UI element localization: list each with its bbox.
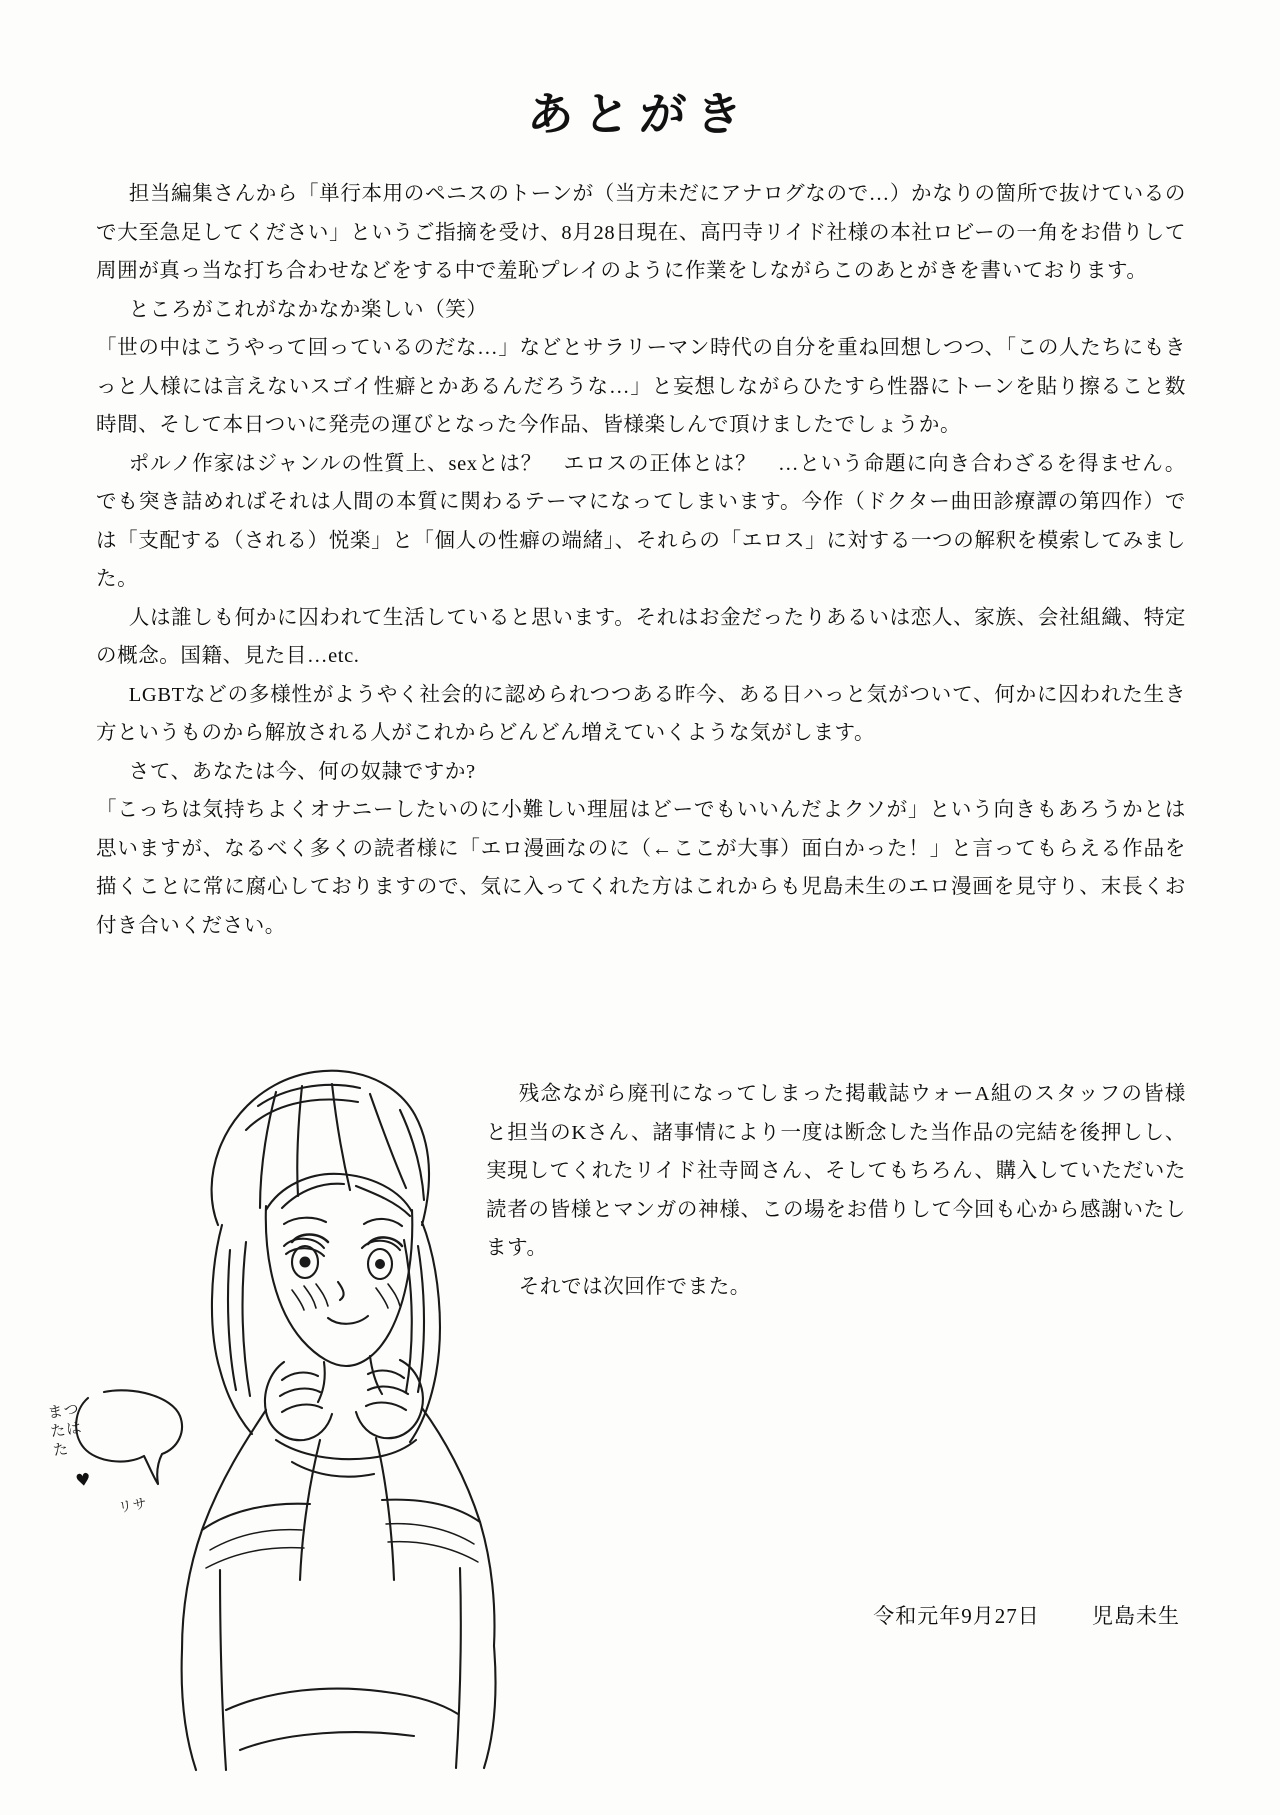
- doodle-line-1: まつ: [46, 1399, 81, 1422]
- doodle-signature: リサ: [117, 1495, 150, 1517]
- paragraph: LGBTなどの多様性がようやく社会的に認められつつある昨今、ある日ハっと気がついて、何かに囚われた生き方というものから解放される人がこれからどんどん増えていくような気がします。: [96, 683, 1186, 744]
- signature-block: [873, 1600, 1180, 1630]
- paragraph: 残念ながら廃刊になってしまった掲載誌ウォーA組のスタッフの皆様と担当のKさん、諸事情により一度は断念した当作品の完結を後押しし、実現してくれたリイド社寺岡さん、そしてもちろん、購入していただいた読者の皆様とマンガの神様、この場をお借りして今回も心から感謝いたします。: [486, 1083, 1186, 1259]
- doodle-line-3: た: [51, 1439, 71, 1460]
- afterword-lower-text: [96, 1075, 1186, 1635]
- afterword-upper-text: [96, 175, 1186, 945]
- doodle-line-2: たは: [49, 1418, 84, 1441]
- paragraph: ところがこれがなかなか楽しい（笑）: [128, 298, 488, 321]
- paragraph: 人は誰しも何かに囚われて生活していると思います。それはお金だったりあるいは恋人、家族、会社組織、特定の概念。国籍、見た目…etc.: [96, 606, 1186, 667]
- paragraph: 「世の中はこうやって回っているのだな…」などとサラリーマン時代の自分を重ね回想しつつ、「この人たちにもきっと人様には言えないスゴイ性癖とかあるんだろうな…」と妄想しながらひたすら性器にトーンを貼り擦ること数時間、そして本日ついに発売の運びとなった今作品、皆様楽しんで頂けましたでしょうか。: [96, 337, 1186, 436]
- illustration-float-spacer: [96, 1075, 486, 1635]
- paragraph: さて、あなたは今、何の奴隷ですか?: [128, 760, 476, 783]
- paragraph: 「こっちは気持ちよくオナニーしたいのに小難しい理屈はどーでもいいんだよクソが」という向きもあろうかとは思いますが、なるべく多くの読者様に「エロ漫画なのに（←ここが大事）面白かった！」と言ってもらえる作品を描くことに常に腐心しておりますので、気に入ってくれた方はこれからも児島未生のエロ漫画を見守り、末長くお付き合いください。: [96, 799, 1186, 937]
- paragraph: 担当編集さんから「単行本用のペニスのトーンが（当方未だにアナログなので…）かなりの箇所で抜けているので大至急足してください」というご指摘を受け、8月28日現在、高円寺リイド社様の本社ロビーの一角をお借りして周囲が真っ当な打ち合わせなどをする中で羞恥プレイのように作業をしながらこのあとがきを書いております。: [96, 183, 1186, 282]
- doodle-note: [47, 1387, 184, 1532]
- paragraph: それでは次回作でまた。: [518, 1275, 751, 1298]
- signature-date: 令和元年9月27日: [873, 1604, 1040, 1628]
- page-title: あとがき: [525, 87, 754, 141]
- heart-icon: ♥: [74, 1469, 93, 1492]
- paragraph: ポルノ作家はジャンルの性質上、sexとは？ エロスの正体とは？ …という命題に向き合わざるを得ません。でも突き詰めればそれは人間の本質に関わるテーマになってしまいます。今作（ドクター曲田診療譚の第四作）では「支配する（される）悦楽」と「個人の性癖の端緒」、それらの「エロス」に対する一つの解釈を模索してみました。: [96, 452, 1186, 590]
- signature-author: 児島未生: [1092, 1604, 1180, 1628]
